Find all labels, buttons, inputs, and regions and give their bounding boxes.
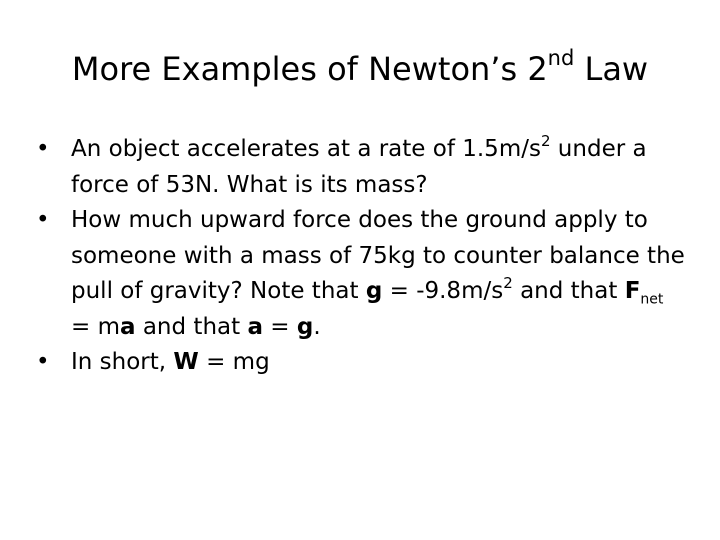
symbol-g: g: [296, 313, 314, 340]
subscript-net: net: [640, 291, 664, 308]
title-superscript: nd: [547, 46, 575, 71]
bullet-text: =: [262, 313, 297, 340]
symbol-f: F: [624, 278, 641, 304]
bullet-text: under a force of 53N. What is its mass?: [71, 136, 647, 198]
symbol-a: a: [247, 313, 263, 340]
symbol-a: a: [120, 313, 136, 340]
bullet-text: How much upward force does the ground apply to someone with a mass of 75kg to counter balance the pull of gravity? Note that: [71, 207, 685, 304]
bullet-item: [36, 203, 686, 345]
symbol-w: W: [173, 349, 199, 375]
bullet-text: and that: [512, 278, 625, 304]
slide-title: [0, 47, 720, 91]
bullet-text: .: [313, 313, 321, 340]
bullet-text: = mg: [198, 349, 270, 375]
bullet-marker: •: [36, 136, 50, 162]
bullet-text: = m: [71, 313, 120, 340]
bullet-text: = -9.8m/s: [382, 278, 504, 304]
symbol-g: g: [365, 278, 383, 304]
bullet-marker: •: [36, 207, 50, 233]
bullet-text: and that: [135, 313, 248, 340]
bullet-item: [36, 345, 686, 381]
title-suffix: Law: [574, 50, 649, 88]
bullet-text: In short,: [71, 349, 174, 375]
bullet-text: An object accelerates at a rate of 1.5m/s: [71, 136, 541, 162]
bullet-marker: •: [36, 349, 50, 375]
bullet-list: [36, 132, 686, 381]
bullet-item: [36, 132, 686, 203]
title-prefix: More Examples of Newton’s 2: [71, 50, 548, 88]
exponent: 2: [540, 132, 551, 151]
exponent: 2: [503, 274, 513, 293]
